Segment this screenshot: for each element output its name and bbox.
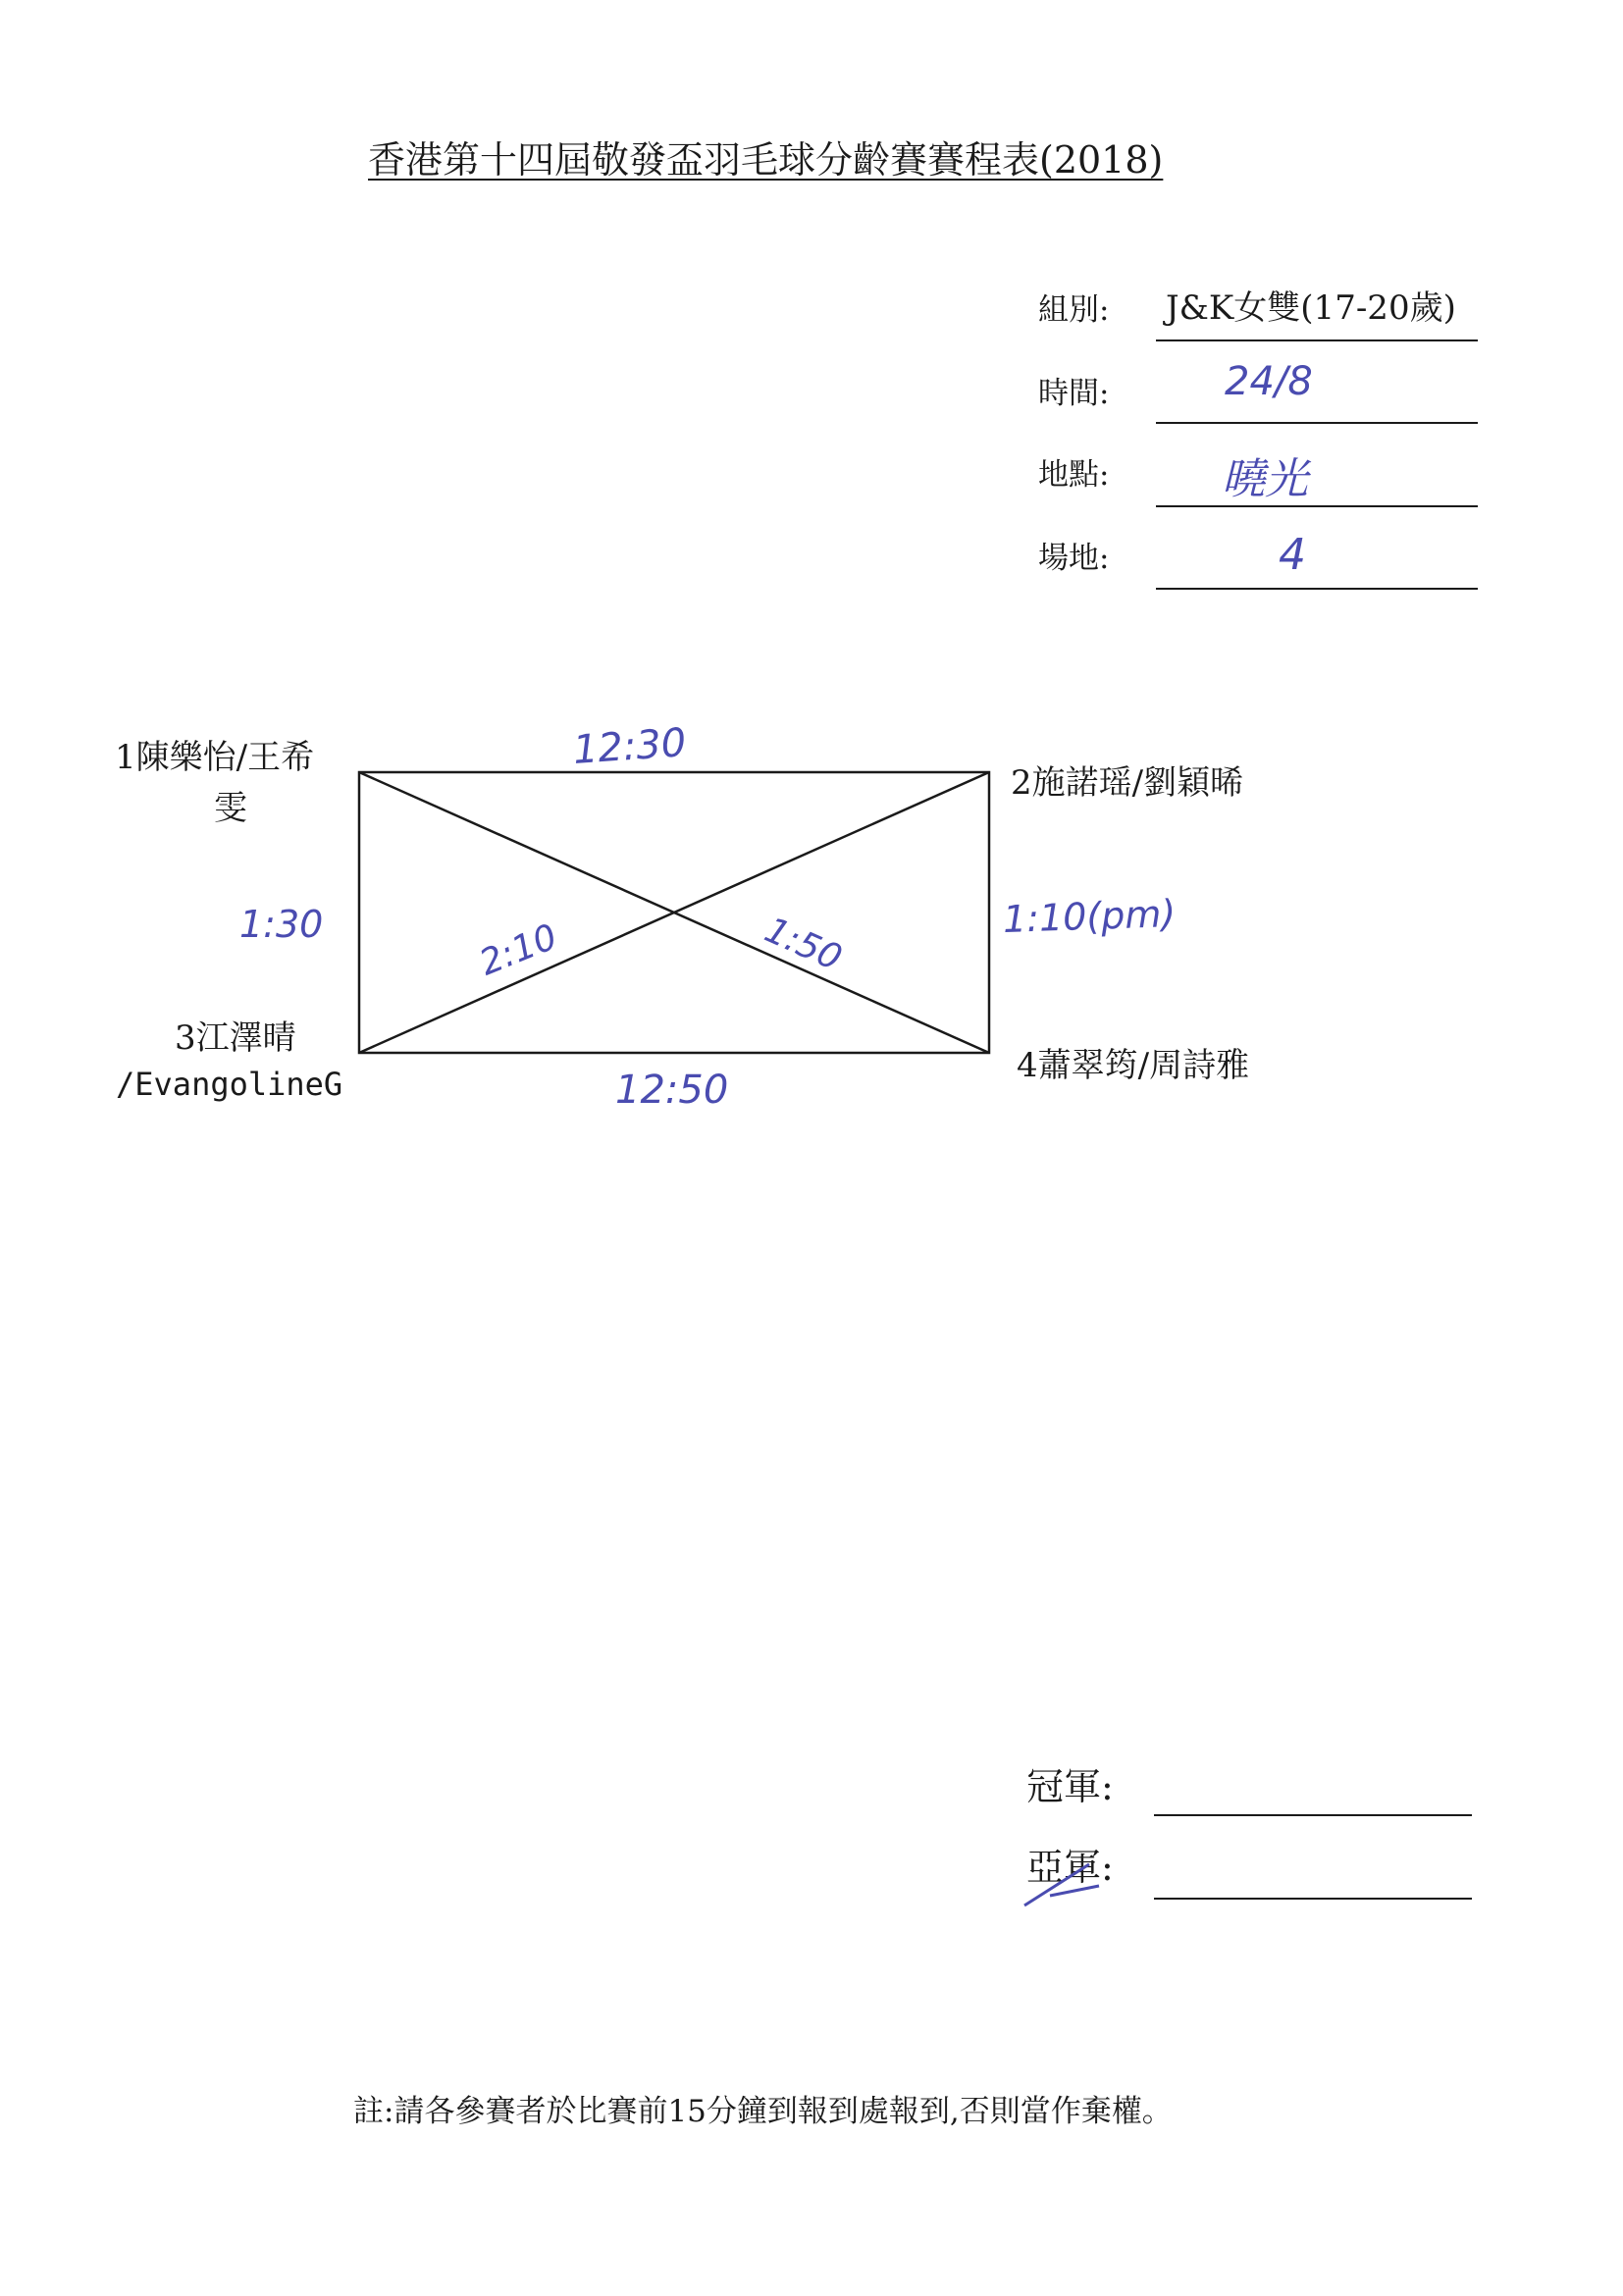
runner-up-strike-mark (1021, 1856, 1109, 1915)
match-time-diag-left: 2:10 (474, 916, 563, 984)
team-4-name: 4蕭翠筠/周詩雅 (1017, 1046, 1250, 1085)
group-label: 組別: (1038, 292, 1110, 328)
time-label: 時間: (1038, 376, 1110, 411)
match-time-top: 12:30 (571, 720, 688, 773)
team-1-name: 1陳樂怡/王希 (115, 738, 315, 777)
champion-underline (1154, 1814, 1472, 1816)
time-value: 24/8 (1225, 359, 1313, 404)
team-3-name-cont: /EvangolineG (116, 1066, 343, 1103)
venue-label: 地點: (1038, 457, 1110, 493)
match-time-bottom: 12:50 (615, 1068, 729, 1113)
venue-value: 曉光 (1222, 454, 1308, 504)
match-time-right: 1:10(pm) (1002, 891, 1177, 942)
match-time-left: 1:30 (239, 903, 324, 946)
court-label: 場地: (1038, 541, 1110, 576)
runner-up-label: 亞軍: (1026, 1846, 1114, 1889)
team-1-name-cont: 雯 (214, 789, 247, 828)
court-value: 4 (1279, 530, 1306, 580)
page-title: 香港第十四屆敬發盃羽毛球分齡賽賽程表(2018) (368, 138, 1164, 182)
footer-note: 註:請各參賽者於比賽前15分鐘到報到處報到,否則當作棄權。 (353, 2094, 1173, 2129)
team-3-name: 3江澤晴 (175, 1018, 296, 1058)
runner-up-underline (1154, 1898, 1472, 1900)
group-value: J&K女雙(17-20歲) (1166, 288, 1456, 328)
champion-label: 冠軍: (1026, 1765, 1114, 1808)
match-time-diag-right: 1:50 (759, 910, 848, 979)
team-2-name: 2施諾瑶/劉穎晞 (1011, 763, 1244, 803)
